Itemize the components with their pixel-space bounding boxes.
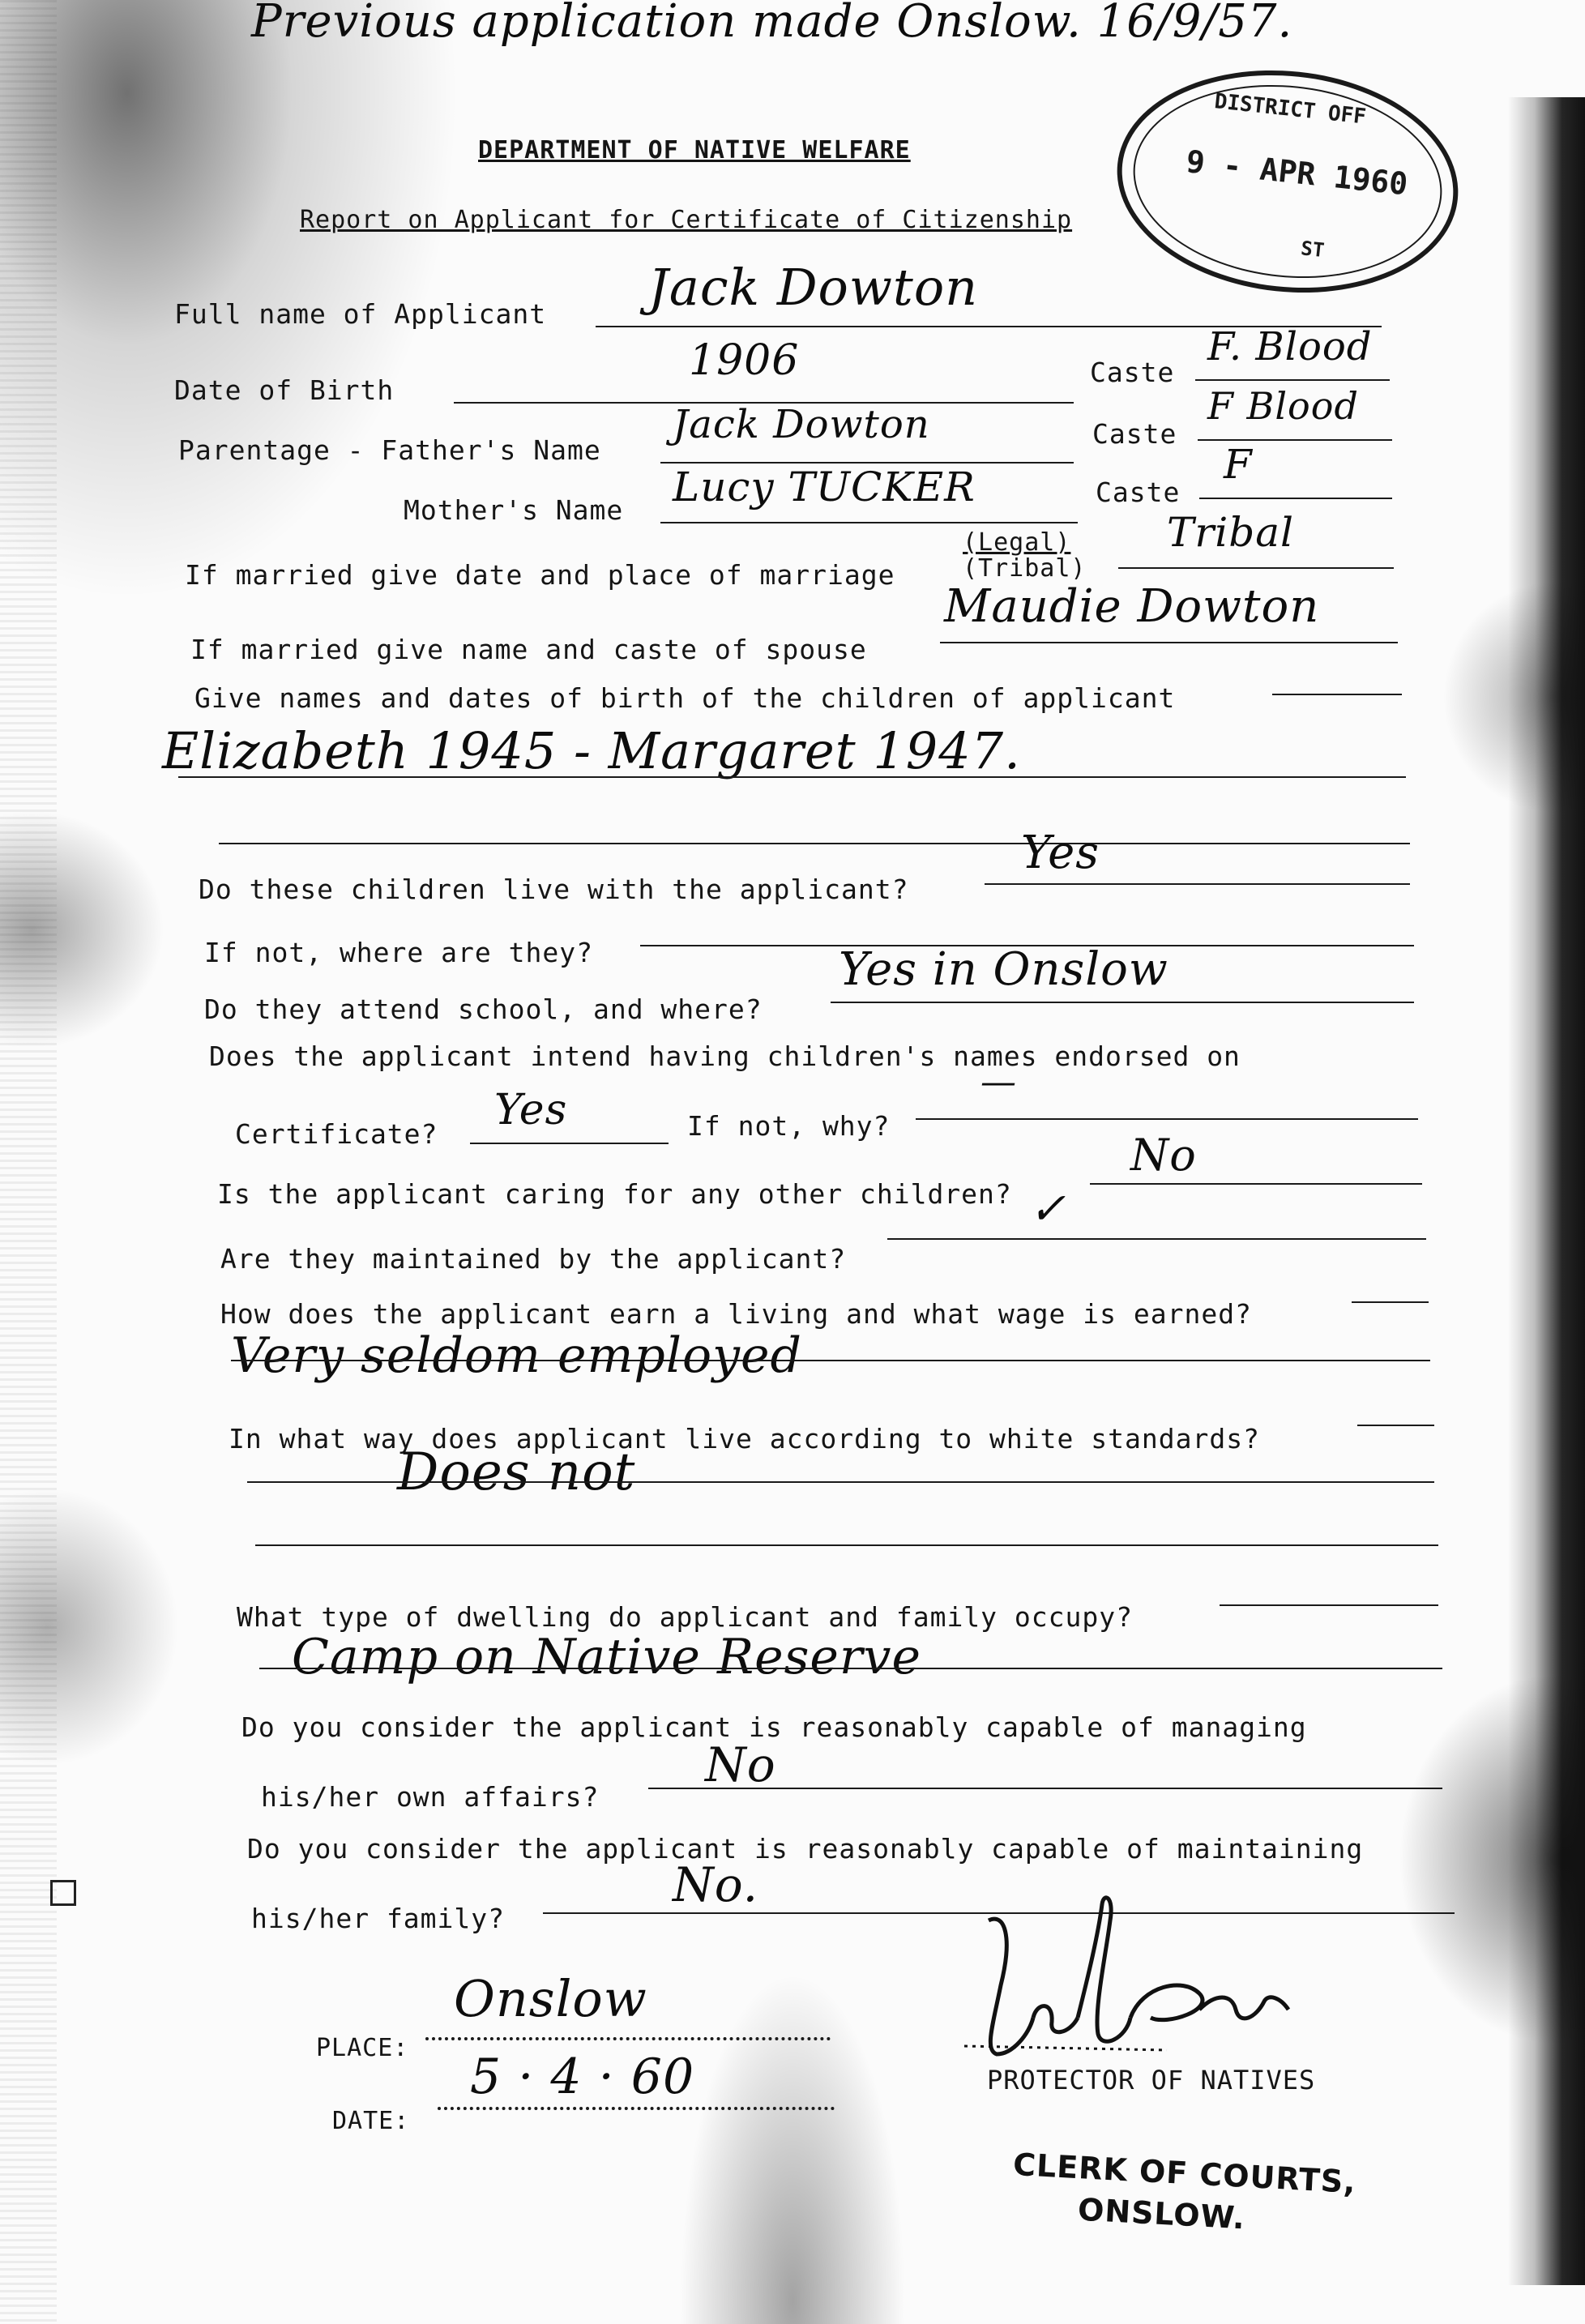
maintained-label: Are they maintained by the applicant? [220, 1243, 847, 1275]
father-caste-value: F Blood [1207, 384, 1359, 428]
father-label: Parentage - Father's Name [178, 434, 601, 466]
where-label: If not, where are they? [204, 937, 593, 968]
marriage-label: If married give date and place of marriage [185, 559, 895, 591]
scan-shadow-right [1508, 97, 1585, 2285]
endorse-certificate-line [470, 1143, 669, 1144]
father-value: Jack Dowton [673, 402, 930, 447]
spouse-value: Maudie Dowton [944, 580, 1320, 633]
other-children-line [1090, 1183, 1422, 1185]
dwelling-line-1 [1220, 1604, 1438, 1606]
dob-caste-value: F. Blood [1207, 324, 1373, 370]
date-value: 5 · 4 · 60 [470, 2048, 695, 2105]
mother-caste-line [1199, 498, 1392, 499]
header-note: Previous application made Onslow. 16/9/57. [251, 0, 1293, 48]
place-label: PLACE: [316, 2034, 409, 2062]
living-value: Very seldom employed [231, 1327, 802, 1384]
dwelling-line-2 [259, 1668, 1442, 1669]
marriage-line [1118, 567, 1394, 569]
children-line-2 [178, 776, 1406, 778]
endorse-certificate-label: Certificate? [235, 1118, 438, 1150]
place-dots [425, 2037, 831, 2040]
school-label: Do they attend school, and where? [204, 993, 763, 1025]
marriage-legal: (Legal) [963, 528, 1071, 557]
margin-mark [50, 1880, 76, 1906]
protector-title: PROTECTOR OF NATIVES [987, 2065, 1316, 2095]
endorse-why-label: If not, why? [687, 1110, 891, 1142]
school-line [831, 1002, 1414, 1003]
living-label: How does the applicant earn a living and what wage is earned? [220, 1298, 1252, 1330]
dob-caste-line [1195, 379, 1390, 381]
stamp-line-1: DISTRICT OFF [1213, 89, 1368, 130]
children-live-label: Do these children live with the applicant? [199, 874, 909, 905]
mother-caste-label: Caste [1096, 476, 1181, 508]
stamp-date: 9 - APR 1960 [1184, 143, 1410, 203]
endorse-why-line [916, 1118, 1418, 1120]
endorse-certificate-value: Yes [494, 1086, 568, 1134]
stamp-line-3: ST [1300, 237, 1326, 263]
children-line-1 [1272, 694, 1402, 695]
affairs-value: No [705, 1737, 776, 1792]
marriage-tribal: (Tribal) [963, 554, 1087, 583]
dwelling-value: Camp on Native Reserve [292, 1629, 922, 1685]
report-title: Report on Applicant for Certificate of Citizenship [300, 206, 1073, 234]
protector-signature [956, 1888, 1305, 2074]
clerk-stamp-line-1: CLERK OF COURTS, [1012, 2146, 1357, 2201]
full-name-label: Full name of Applicant [174, 298, 547, 330]
other-children-value: No [1130, 1130, 1197, 1181]
family-value: No. [673, 1857, 759, 1912]
living-line-2 [231, 1360, 1430, 1361]
district-office-stamp [1106, 54, 1469, 310]
date-label: DATE: [332, 2107, 410, 2135]
endorse-label: Does the applicant intend having children's names endorsed on [209, 1040, 1241, 1072]
school-value: Yes in Onslow [839, 943, 1168, 996]
marriage-value: Tribal [1167, 509, 1295, 556]
dob-label: Date of Birth [174, 374, 395, 406]
family-label: Do you consider the applicant is reasonably capable of maintaining [247, 1833, 1364, 1865]
standards-line-1 [1357, 1425, 1434, 1426]
children-live-value: Yes [1021, 827, 1100, 879]
children-label: Give names and dates of birth of the children of applicant [194, 682, 1176, 714]
affairs-label-2: his/her own affairs? [261, 1781, 600, 1813]
children-line-3 [219, 843, 1410, 844]
maintained-value: ✓ [1029, 1183, 1067, 1234]
mother-line [660, 522, 1078, 523]
mother-caste-value: F [1224, 441, 1253, 488]
family-label-2: his/her family? [251, 1903, 506, 1934]
maintained-line [887, 1238, 1426, 1240]
full-name-value: Jack Dowton [648, 258, 979, 317]
standards-line-2 [247, 1481, 1434, 1483]
dwelling-label: What type of dwelling do applicant and family occupy? [237, 1601, 1133, 1633]
scan-shadow-left [0, 0, 57, 2324]
standards-label: In what way does applicant live according to white standards? [229, 1423, 1260, 1455]
date-dots [438, 2107, 835, 2110]
spouse-label: If married give name and caste of spouse [190, 634, 867, 665]
dob-caste-label: Caste [1090, 357, 1175, 388]
children-live-line [985, 883, 1410, 885]
spouse-line [940, 642, 1398, 643]
standards-line-3 [255, 1544, 1438, 1546]
mother-label: Mother's Name [404, 494, 624, 526]
living-line-1 [1352, 1301, 1429, 1303]
standards-value: Does not [397, 1442, 636, 1502]
clerk-stamp-line-2: ONSLOW. [1076, 2191, 1246, 2236]
other-children-label: Is the applicant caring for any other children? [217, 1178, 1012, 1210]
department-heading: DEPARTMENT OF NATIVE WELFARE [478, 136, 911, 164]
father-caste-label: Caste [1092, 418, 1177, 450]
place-value: Onslow [454, 1969, 647, 2028]
children-value: Elizabeth 1945 - Margaret 1947. [162, 721, 1021, 780]
affairs-label: Do you consider the applicant is reasonably capable of managing [241, 1711, 1307, 1743]
mother-value: Lucy TUCKER [673, 464, 976, 511]
dob-value: 1906 [689, 336, 800, 385]
endorse-why-value: — [980, 1062, 1017, 1103]
